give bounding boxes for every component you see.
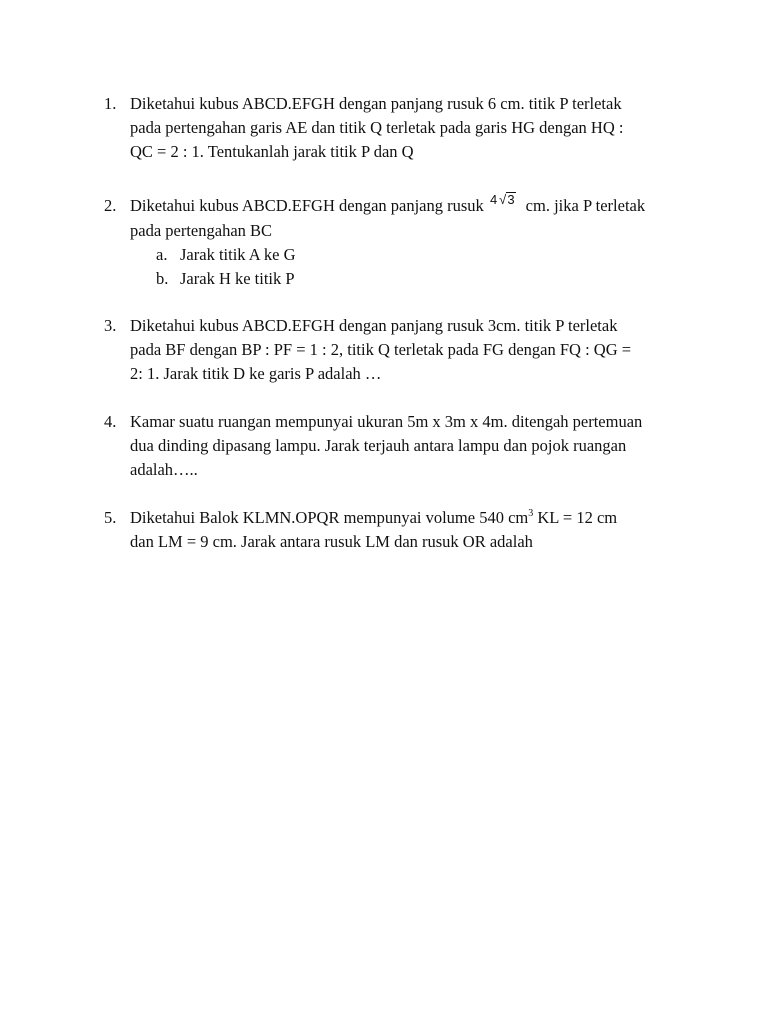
question-number: 1. (104, 94, 117, 113)
question-5 (104, 506, 704, 554)
question-text-line: pada pertengahan BC (130, 221, 273, 240)
sqrt-radicand: 3 (507, 192, 515, 207)
question-number: 3. (104, 316, 117, 335)
sqrt-coefficient: 4 (489, 192, 498, 207)
question-text-line: dan LM = 9 cm. Jarak antara rusuk LM dan rusuk OR adalah (130, 532, 533, 551)
question-body (130, 194, 704, 291)
square-root-expression (490, 188, 516, 212)
question-number: 2. (104, 196, 117, 215)
sub-item-b (156, 267, 704, 291)
sqrt-symbol: √ (499, 192, 507, 207)
question-text-line: Kamar suatu ruangan mempunyai ukuran 5m x 3m x 4m. ditengah pertemuan (130, 412, 643, 431)
question-text-segment: cm. jika P terletak (525, 196, 646, 215)
question-4 (104, 410, 704, 482)
question-2 (104, 194, 704, 291)
question-text-line: dua dinding dipasang lampu. Jarak terjauh antara lampu dan pojok ruangan (130, 436, 627, 455)
question-1 (104, 92, 704, 164)
question-text-line (130, 194, 704, 219)
question-body (130, 410, 704, 482)
question-text-line: pada BF dengan BP : PF = 1 : 2, titik Q terletak pada FG dengan FQ : QG = (130, 340, 632, 359)
superscript-exponent: 3 (528, 508, 534, 519)
question-body (130, 506, 704, 554)
question-text-line: Diketahui kubus ABCD.EFGH dengan panjang rusuk 3cm. titik P terletak (130, 316, 618, 335)
question-text-line: pada pertengahan garis AE dan titik Q terletak pada garis HG dengan HQ : (130, 118, 624, 137)
question-text-segment: Diketahui Balok KLMN.OPQR mempunyai volume 540 cm (130, 508, 529, 527)
sub-item-a (156, 243, 704, 267)
question-text-line: adalah….. (130, 460, 198, 479)
question-text-line: QC = 2 : 1. Tentukanlah jarak titik P dan Q (130, 142, 414, 161)
question-3 (104, 314, 704, 386)
sub-item-text: Jarak H ke titik P (180, 269, 295, 288)
sub-item-text: Jarak titik A ke G (180, 245, 296, 264)
question-text-line: Diketahui kubus ABCD.EFGH dengan panjang rusuk 6 cm. titik P terletak (130, 94, 622, 113)
question-text-segment: Diketahui kubus ABCD.EFGH dengan panjang rusuk (130, 196, 484, 215)
sub-item-label: a. (156, 245, 168, 264)
question-number: 5. (104, 508, 117, 527)
question-text-line (130, 506, 704, 530)
question-text-line: 2: 1. Jarak titik D ke garis P adalah … (130, 364, 382, 383)
question-body (130, 92, 704, 164)
sub-item-label: b. (156, 269, 169, 288)
question-body (130, 314, 704, 386)
question-text-segment: KL = 12 cm (533, 508, 618, 527)
question-number: 4. (104, 412, 117, 431)
